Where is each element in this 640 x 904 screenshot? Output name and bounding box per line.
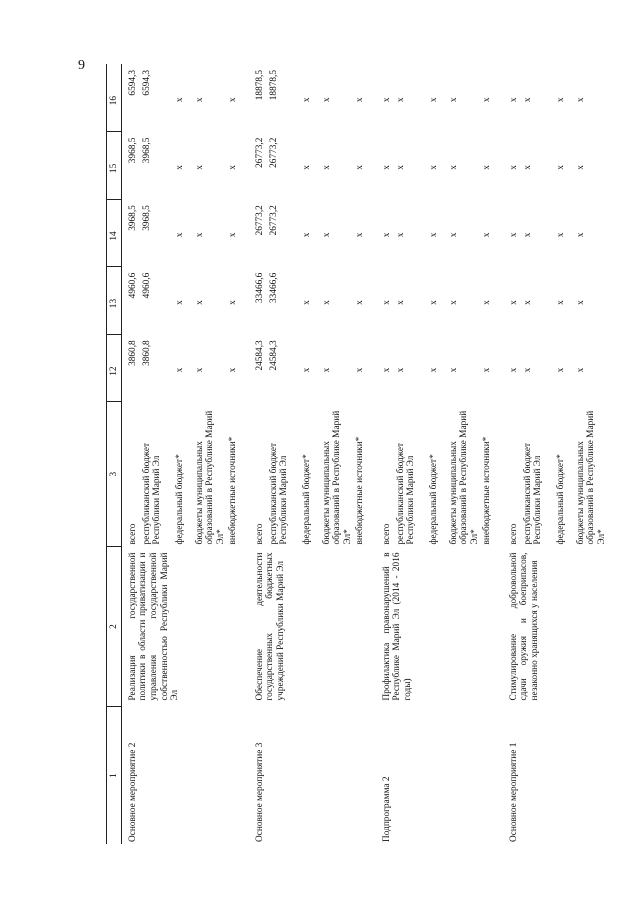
value-cell: 6594,3 xyxy=(141,70,152,96)
value-cell: x xyxy=(508,232,519,238)
row-sources xyxy=(249,402,376,547)
col-header-12: 12 xyxy=(107,334,122,402)
value-cell: x xyxy=(227,232,238,238)
value-column-16 xyxy=(249,64,376,132)
value-cell: x xyxy=(522,367,533,373)
value-cell: x xyxy=(381,97,392,103)
col-header-1: 1 xyxy=(107,707,122,845)
value-cell: x xyxy=(481,300,492,305)
value-cell: x xyxy=(381,232,392,238)
value-cell: x xyxy=(301,300,312,305)
row-sources xyxy=(376,402,503,547)
col-header-15: 15 xyxy=(107,132,122,200)
col-header-14: 14 xyxy=(107,199,122,267)
value-cell: 26773,2 xyxy=(254,137,265,168)
value-cell: x xyxy=(321,300,332,305)
value-cell: x xyxy=(522,232,533,238)
value-cell: x xyxy=(354,232,365,238)
table-row xyxy=(503,64,610,844)
value-column-15 xyxy=(249,132,376,200)
value-cell: x xyxy=(522,165,533,170)
value-cell: x xyxy=(301,97,312,103)
value-cell: x xyxy=(481,165,492,170)
value-column-13 xyxy=(249,267,376,335)
value-cell: x xyxy=(428,232,439,238)
table-row xyxy=(121,64,249,844)
value-column-16 xyxy=(121,64,249,132)
value-cell: 3860,8 xyxy=(141,340,152,366)
value-cell: x xyxy=(395,367,406,373)
funding-source: федеральный бюджет* xyxy=(174,454,185,545)
value-cell: x xyxy=(194,232,205,238)
value-cell: x xyxy=(194,300,205,305)
row-name: Стимулирование добровольной сдачи оружия и боеприпасов, незаконно хранящихся у населения xyxy=(508,552,541,701)
value-cell: x xyxy=(448,367,459,373)
funding-source: всего xyxy=(254,523,265,545)
value-cell: 26773,2 xyxy=(268,205,279,236)
row-sources xyxy=(121,402,249,547)
row-code: Подпрограмма 2 xyxy=(381,776,392,842)
value-column-15 xyxy=(503,132,610,200)
funding-source: внебюджетные источники* xyxy=(354,436,365,545)
value-cell: x xyxy=(448,97,459,103)
value-column-12 xyxy=(503,334,610,402)
value-cell: x xyxy=(555,367,566,373)
table-row xyxy=(249,64,376,844)
funding-source: всего xyxy=(127,523,138,545)
value-cell: x xyxy=(555,232,566,238)
value-cell: x xyxy=(174,165,185,170)
funding-source: федеральный бюджет* xyxy=(428,454,439,545)
funding-source: бюджеты муниципальных образований в Республике Марий Эл* xyxy=(575,410,608,545)
value-cell: x xyxy=(354,165,365,170)
value-cell: x xyxy=(555,300,566,305)
value-cell: 3968,5 xyxy=(127,137,138,164)
funding-source: внебюджетные источники* xyxy=(481,436,492,545)
value-cell: 3968,5 xyxy=(141,205,152,231)
value-cell: x xyxy=(448,165,459,170)
value-cell: x xyxy=(194,165,205,170)
value-cell: x xyxy=(301,232,312,238)
value-cell: x xyxy=(227,165,238,170)
value-cell: x xyxy=(522,300,533,305)
value-cell: x xyxy=(555,97,566,103)
value-cell: x xyxy=(354,300,365,305)
row-name: Обеспечение деятельности государственных бюджетных учреждений Республики Марий Эл xyxy=(254,552,287,701)
value-cell: x xyxy=(227,300,238,305)
value-column-14 xyxy=(121,199,249,267)
value-cell: x xyxy=(448,232,459,238)
value-cell: 24584,3 xyxy=(268,340,279,371)
value-cell: 33466,6 xyxy=(268,272,279,303)
value-cell: x xyxy=(381,165,392,170)
value-cell: x xyxy=(575,367,586,373)
funding-source: бюджеты муниципальных образований в Республике Марий Эл* xyxy=(448,410,481,545)
value-column-14 xyxy=(503,199,610,267)
row-name: Реализация государственной политики в области приватизации и управления государственной собственностью Республики Марий Эл xyxy=(127,552,181,701)
value-cell: x xyxy=(508,367,519,373)
value-cell: x xyxy=(227,367,238,373)
value-column-15 xyxy=(376,132,503,200)
value-cell: x xyxy=(575,232,586,238)
value-cell: x xyxy=(575,97,586,103)
value-cell: x xyxy=(508,300,519,305)
value-cell: x xyxy=(227,97,238,103)
value-column-12 xyxy=(249,334,376,402)
value-cell: 3968,5 xyxy=(127,205,138,231)
col-header-13: 13 xyxy=(107,267,122,335)
value-cell: x xyxy=(428,300,439,305)
value-cell: 4960,6 xyxy=(141,272,152,299)
value-cell: x xyxy=(174,300,185,305)
header-row xyxy=(107,64,122,844)
value-column-13 xyxy=(503,267,610,335)
value-cell: 26773,2 xyxy=(254,205,265,236)
value-cell: 4960,6 xyxy=(127,272,138,299)
value-cell: x xyxy=(321,367,332,373)
value-cell: x xyxy=(481,232,492,238)
value-cell: 3968,5 xyxy=(141,137,152,164)
value-column-12 xyxy=(121,334,249,402)
value-column-13 xyxy=(121,267,249,335)
table-row xyxy=(376,64,503,844)
funding-source: всего xyxy=(508,523,519,545)
funding-source: федеральный бюджет* xyxy=(555,454,566,545)
value-cell: 6594,3 xyxy=(127,70,138,96)
value-cell: x xyxy=(174,232,185,238)
row-code: Основное мероприятие 2 xyxy=(127,742,138,842)
value-cell: x xyxy=(522,97,533,103)
value-cell: x xyxy=(174,367,185,373)
value-cell: x xyxy=(174,97,185,103)
value-column-15 xyxy=(121,132,249,200)
value-cell: x xyxy=(575,165,586,170)
value-cell: x xyxy=(321,165,332,170)
row-code: Основное мероприятие 3 xyxy=(254,742,265,842)
value-cell: 26773,2 xyxy=(268,137,279,168)
value-cell: x xyxy=(321,232,332,238)
value-cell: x xyxy=(354,97,365,103)
value-column-13 xyxy=(376,267,503,335)
value-cell: x xyxy=(428,165,439,170)
value-cell: x xyxy=(428,97,439,103)
value-cell: x xyxy=(575,300,586,305)
value-cell: x xyxy=(381,367,392,373)
row-name: Профилактика правонарушений в Республике Марий Эл (2014 - 2016 годы) xyxy=(381,552,414,701)
funding-source: федеральный бюджет* xyxy=(301,454,312,545)
value-cell: x xyxy=(448,300,459,305)
funding-source: бюджеты муниципальных образований в Республике Марий Эл* xyxy=(321,410,354,545)
value-cell: 33466,6 xyxy=(254,272,265,303)
value-column-14 xyxy=(376,199,503,267)
value-cell: x xyxy=(395,232,406,238)
funding-source: республиканский бюджет Республики Марий Эл xyxy=(395,442,417,545)
col-header-3: 3 xyxy=(107,402,122,547)
funding-source: республиканский бюджет Республики Марий Эл xyxy=(522,442,544,545)
value-cell: x xyxy=(395,165,406,170)
value-cell: 3860,8 xyxy=(127,340,138,366)
value-column-16 xyxy=(503,64,610,132)
value-cell: x xyxy=(508,97,519,103)
value-cell: x xyxy=(481,367,492,373)
funding-source: внебюджетные источники* xyxy=(227,436,238,545)
page-number: 9 xyxy=(78,58,85,73)
col-header-2: 2 xyxy=(107,546,122,706)
value-cell: x xyxy=(508,165,519,170)
value-cell: x xyxy=(354,367,365,373)
value-cell: x xyxy=(321,97,332,103)
row-sources xyxy=(503,402,610,547)
value-column-16 xyxy=(376,64,503,132)
funding-source: республиканский бюджет Республики Марий Эл xyxy=(141,442,163,545)
value-cell: x xyxy=(555,165,566,170)
value-column-12 xyxy=(376,334,503,402)
funding-source: всего xyxy=(381,523,392,545)
value-cell: 24584,3 xyxy=(254,340,265,371)
value-cell: x xyxy=(395,97,406,103)
row-code: Основное мероприятие 1 xyxy=(508,742,519,842)
funding-source: республиканский бюджет Республики Марий Эл xyxy=(268,442,290,545)
value-cell: x xyxy=(301,367,312,373)
value-cell: x xyxy=(481,97,492,103)
value-cell: x xyxy=(301,165,312,170)
funding-source: бюджеты муниципальных образований в Республике Марий Эл* xyxy=(194,410,227,545)
table-body xyxy=(121,64,610,844)
budget-table xyxy=(106,64,610,844)
value-cell: x xyxy=(194,367,205,373)
value-cell: x xyxy=(381,300,392,305)
value-column-14 xyxy=(249,199,376,267)
value-cell: x xyxy=(428,367,439,373)
value-cell: x xyxy=(194,97,205,103)
col-header-16: 16 xyxy=(107,64,122,132)
value-cell: x xyxy=(395,300,406,305)
value-cell: 18878,5 xyxy=(254,70,265,101)
value-cell: 18878,5 xyxy=(268,70,279,101)
budget-table-sheet xyxy=(106,64,608,844)
